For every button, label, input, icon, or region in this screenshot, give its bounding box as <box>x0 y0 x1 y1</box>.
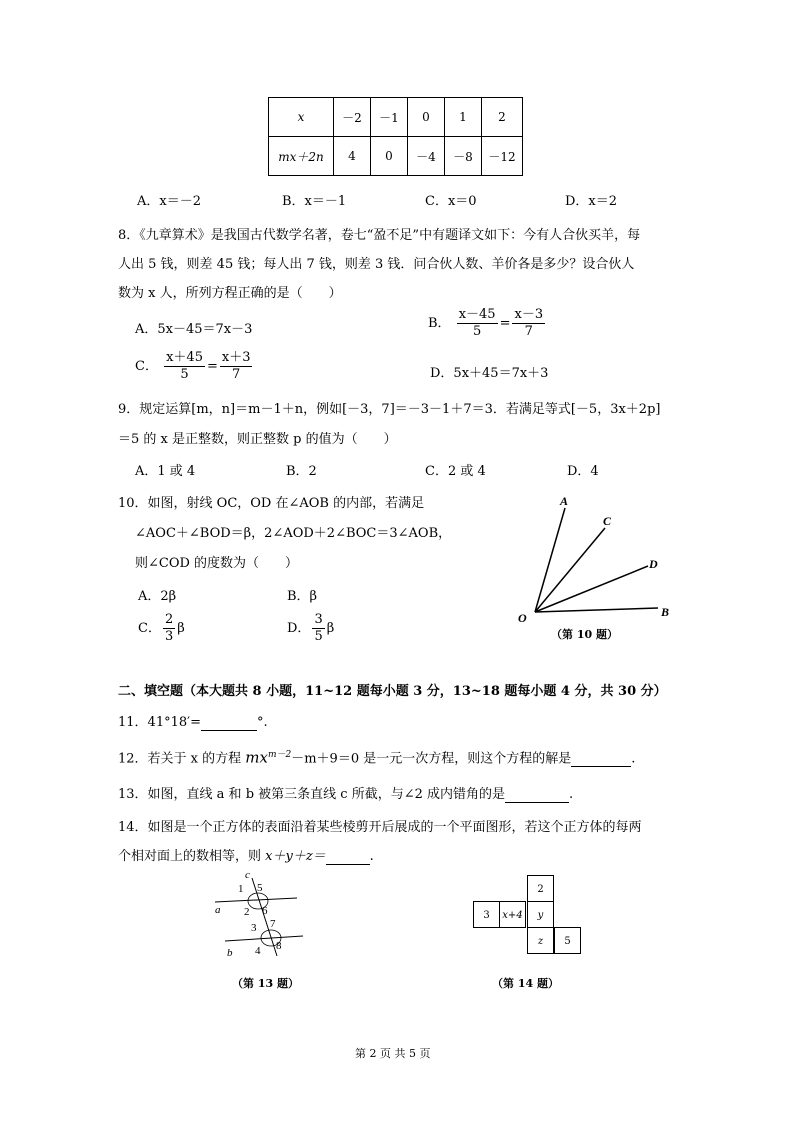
q12-text-post: 是一元一次方程，则这个方程的解是 <box>359 751 572 767</box>
angle-label-7: 7 <box>270 918 276 930</box>
fraction <box>220 350 253 383</box>
table-row-label: mx＋2n <box>269 137 334 176</box>
denominator: 7 <box>232 367 241 382</box>
parallel-lines-figure-q13 <box>205 868 315 963</box>
q7-option-b: B．x＝－1 <box>282 194 347 209</box>
q8-line1: 8．《九章算术》是我国古代数学名著，卷七“盈不足”中有题译文如下：今有人合伙买羊，每 <box>118 228 641 243</box>
figure-caption-q13: （第 13 题） <box>232 977 299 990</box>
table-cell: －2 <box>334 98 371 137</box>
label-b: b <box>227 947 233 959</box>
angle-label-2: 2 <box>244 906 250 918</box>
table-cell: 4 <box>334 137 371 176</box>
table-cell: 0 <box>371 137 408 176</box>
option-label: C． <box>138 621 161 636</box>
denominator: 5 <box>473 324 482 339</box>
denominator: 5 <box>314 629 323 644</box>
q7-option-c: C．x＝0 <box>425 194 477 209</box>
fraction <box>164 350 205 383</box>
numerator: 3 <box>314 612 323 627</box>
angle-figure-q10 <box>510 490 680 640</box>
table-cell: －4 <box>408 137 445 176</box>
denominator: 7 <box>524 324 533 339</box>
label-b: B <box>661 605 670 619</box>
net-cell: y <box>527 901 554 928</box>
q11-end: °. <box>256 715 268 730</box>
figure-caption-q14: （第 14 题） <box>492 977 559 990</box>
q7-option-d: D．x＝2 <box>565 194 618 209</box>
q8-option-b: B． $\frac{x-45}{5}$ = $\frac{x-3}{7}$ <box>428 307 544 339</box>
q9-option-b: B．2 <box>286 464 317 479</box>
q10-line1: 10．如图，射线 OC，OD 在∠AOB 的内部，若满足 <box>118 496 425 511</box>
table-cell: －12 <box>482 137 523 176</box>
denominator: 5 <box>180 367 189 382</box>
ray-ob <box>535 608 658 612</box>
q14-end: . <box>369 849 374 864</box>
q9-option-c: C．2 或 4 <box>425 464 486 479</box>
net-cell: 2 <box>527 875 554 902</box>
q14-expression: x＋y＋z＝ <box>265 849 326 864</box>
angle-label-5: 5 <box>257 882 263 894</box>
q13 <box>118 783 573 803</box>
q10-option-b: B．β <box>287 589 318 604</box>
page-footer: 第 2 页 共 5 页 <box>355 1047 431 1060</box>
q8-option-c: C． $\frac{x+45}{5}$ = $\frac{x+3}{7}$ <box>135 350 251 382</box>
q11 <box>118 711 268 731</box>
numerator: 2 <box>164 612 174 627</box>
angle-label-1: 1 <box>238 883 244 895</box>
q11-text: 11．41°18′= <box>118 715 201 730</box>
answer-blank <box>505 787 569 803</box>
beta-symbol: β <box>326 621 335 636</box>
net-cell: 5 <box>554 927 581 954</box>
label-a: A <box>560 494 569 508</box>
q8-line3: 数为 x 人，所列方程正确的是（ ） <box>118 286 342 301</box>
net-cell: z <box>527 927 554 954</box>
q12-equation-rest: －m＋9＝0 <box>291 751 360 767</box>
q12-end: . <box>631 751 636 767</box>
ray-od <box>535 566 648 612</box>
option-label: C． <box>135 359 158 374</box>
q12-exponent: m－2 <box>267 750 292 760</box>
value-table <box>268 97 523 176</box>
table-cell: －1 <box>371 98 408 137</box>
q10-option-d <box>287 612 334 645</box>
q8-line2: 人出 5 钱，则差 45 钱；每人出 7 钱，则差 3 钱．问合伙人数、羊价各是多少？设合伙人 <box>118 257 635 272</box>
angle-label-6: 6 <box>262 905 268 917</box>
q8-option-d: D．5x＋45＝7x＋3 <box>430 366 549 381</box>
q7-option-a: A．x＝－2 <box>137 194 201 209</box>
numerator: x＋45 <box>166 350 203 365</box>
net-cell: 3 <box>473 901 500 928</box>
q13-text: 13．如图，直线 a 和 b 被第三条直线 c 所截，与∠2 成内错角的是 <box>118 787 505 802</box>
beta-symbol: β <box>177 621 185 636</box>
answer-blank <box>326 849 370 865</box>
angle-label-8: 8 <box>276 940 282 952</box>
q9-option-a: A．1 或 4 <box>135 464 196 479</box>
net-cell: x+4 <box>499 901 526 928</box>
table-header-label: x <box>269 98 334 137</box>
label-c: C <box>603 514 612 528</box>
q14-line2 <box>118 845 374 865</box>
q12 <box>118 747 635 767</box>
angle-label-3: 3 <box>251 922 257 934</box>
label-d: D <box>649 557 658 571</box>
ray-oa <box>535 508 565 612</box>
table-cell: 2 <box>482 98 523 137</box>
option-label: D． <box>287 621 311 636</box>
q12-equation: mx <box>245 748 268 767</box>
ray-oc <box>535 528 605 612</box>
fraction <box>457 307 498 340</box>
q10-line2: ∠AOC＋∠BOD＝β，2∠AOD＋2∠BOC＝3∠AOB， <box>135 526 452 541</box>
denominator: 3 <box>164 629 174 644</box>
figure-caption-q10: （第 10 题） <box>551 628 618 641</box>
q14-text: 个相对面上的数相等，则 <box>118 849 266 864</box>
q10-option-a: A．2β <box>138 589 177 604</box>
numerator: x＋3 <box>221 350 251 365</box>
line-a <box>215 898 297 902</box>
q14-line1: 14．如图是一个正方体的表面沿着某些棱剪开后展成的一个平面图形，若这个正方体的每两 <box>118 820 642 835</box>
label-c: c <box>245 869 250 881</box>
numerator: x－3 <box>514 307 544 322</box>
table-cell: 1 <box>445 98 482 137</box>
label-a: a <box>215 904 221 916</box>
line-b <box>225 936 303 941</box>
q13-end: . <box>569 787 574 802</box>
fraction <box>312 612 324 645</box>
numerator: x－45 <box>458 307 496 322</box>
fraction <box>163 612 175 645</box>
fraction <box>512 307 545 340</box>
angle-label-4: 4 <box>255 945 261 957</box>
answer-blank <box>201 715 257 731</box>
table-cell: －8 <box>445 137 482 176</box>
q10-line3: 则∠COD 的度数为（ ） <box>135 556 299 571</box>
q9-line1: 9．规定运算[m，n]＝m－1＋n，例如[－3，7]＝－3－1＋7＝3．若满足等式[－5，3x＋2p] <box>118 402 661 417</box>
answer-blank <box>571 751 631 767</box>
q9-option-d: D．4 <box>567 464 599 479</box>
section-heading: 二、填空题（本大题共 8 小题，11~12 题每小题 3 分，13~18 题每小题 4 分，共 30 分） <box>118 684 667 699</box>
q8-option-a: A．5x－45＝7x－3 <box>135 322 253 337</box>
q12-text: 12．若关于 x 的方程 <box>118 751 246 767</box>
option-label: B． <box>428 316 451 331</box>
label-o: O <box>518 611 527 625</box>
q10-option-c <box>138 612 185 645</box>
q9-line2: ＝5 的 x 是正整数，则正整数 p 的值为（ ） <box>118 432 397 447</box>
table-cell: 0 <box>408 98 445 137</box>
